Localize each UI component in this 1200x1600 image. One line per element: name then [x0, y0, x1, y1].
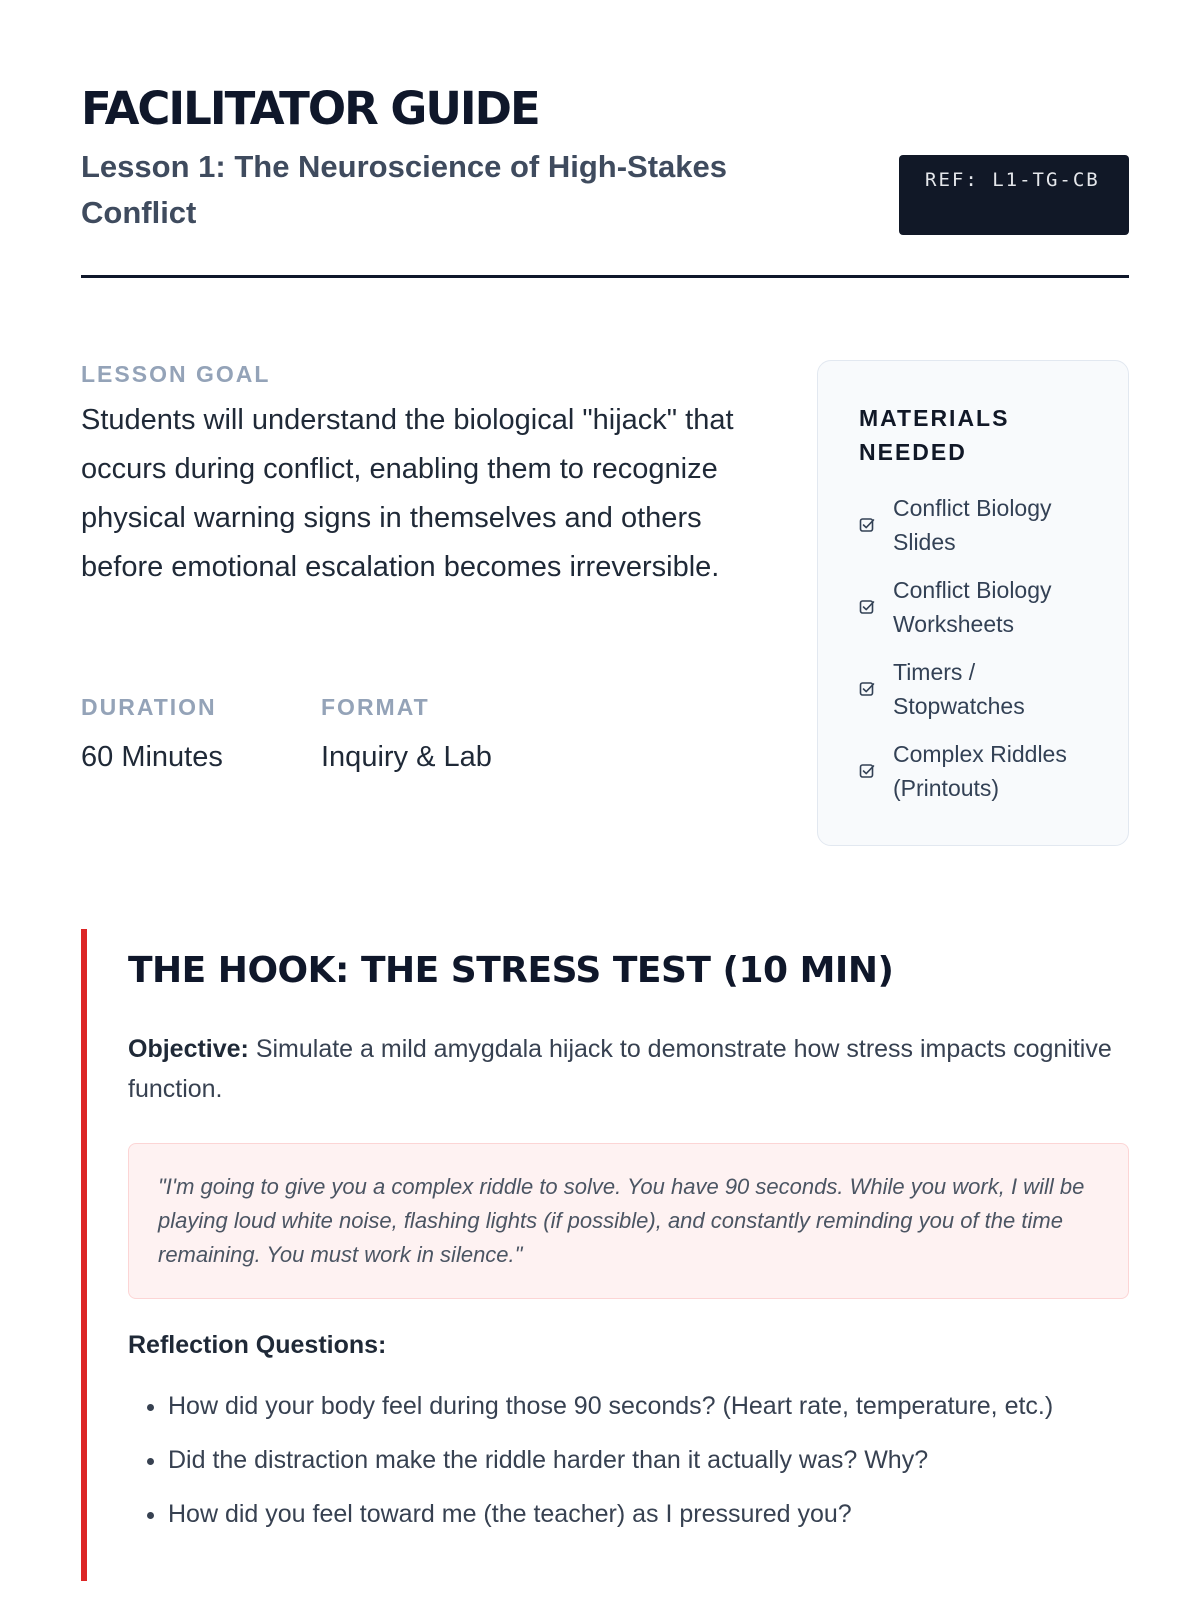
duration-label: DURATION	[81, 694, 217, 720]
materials-item	[859, 655, 1088, 723]
checkbox-icon	[859, 517, 875, 533]
hook-title: THE HOOK: THE STRESS TEST (10 MIN)	[128, 950, 894, 991]
checkbox-icon	[859, 599, 875, 615]
hook-section	[81, 929, 1129, 1581]
materials-item-label: Conflict Biology Slides	[893, 495, 1052, 555]
page-title: FACILITATOR GUIDE	[81, 82, 539, 135]
materials-list	[859, 491, 1088, 805]
teacher-script-text: "I'm going to give you a complex riddle to solve. You have 90 seconds. While you work, I will be playing loud white noise, flashing lights (if possible), and constantly reminding you of the time remaining. You must work in silence."	[158, 1174, 1085, 1267]
materials-item	[859, 573, 1088, 641]
materials-item	[859, 491, 1088, 559]
teacher-script-box	[128, 1143, 1129, 1299]
checkbox-icon	[859, 763, 875, 779]
guide-header	[81, 0, 1129, 278]
materials-item-label: Complex Riddles (Printouts)	[893, 741, 1067, 801]
materials-item	[859, 737, 1088, 805]
objective-text: Simulate a mild amygdala hijack to demonstrate how stress impacts cognitive function.	[128, 1035, 1112, 1103]
duration-value: 60 Minutes	[81, 741, 223, 773]
materials-item-label: Timers / Stopwatches	[893, 659, 1025, 719]
duration-block	[81, 694, 223, 774]
format-block	[321, 694, 492, 774]
reflection-questions-list	[128, 1386, 1129, 1534]
format-value: Inquiry & Lab	[321, 741, 492, 773]
materials-title: MATERIALS NEEDED	[859, 405, 1010, 465]
format-label: FORMAT	[321, 694, 430, 720]
facilitator-guide-page	[81, 0, 1129, 1528]
materials-card	[817, 360, 1129, 846]
checkbox-icon	[859, 681, 875, 697]
reflection-questions-label: Reflection Questions:	[128, 1331, 387, 1359]
objective-paragraph	[128, 1029, 1129, 1109]
lesson-subtitle: Lesson 1: The Neuroscience of High-Stakes Conflict	[81, 149, 728, 230]
objective-label: Objective:	[128, 1035, 249, 1063]
reflection-question: • How did your body feel during those 90 seconds? (Heart rate, temperature, etc.)	[168, 1386, 1129, 1426]
materials-item-label: Conflict Biology Worksheets	[893, 577, 1052, 637]
lesson-goal-label: LESSON GOAL	[81, 361, 271, 387]
reflection-question: • How did you feel toward me (the teacher) as I pressured you?	[168, 1494, 1129, 1534]
reference-code-badge: REF: L1-TG-CB	[899, 155, 1129, 235]
lesson-overview	[81, 278, 1129, 848]
lesson-goal-text: Students will understand the biological "hijack" that occurs during conflict, enabling them to recognize physical warning signs in themselves and others before emotional escalation becomes irreversible.	[81, 404, 734, 583]
reflection-question: • Did the distraction make the riddle harder than it actually was? Why?	[168, 1440, 1129, 1480]
